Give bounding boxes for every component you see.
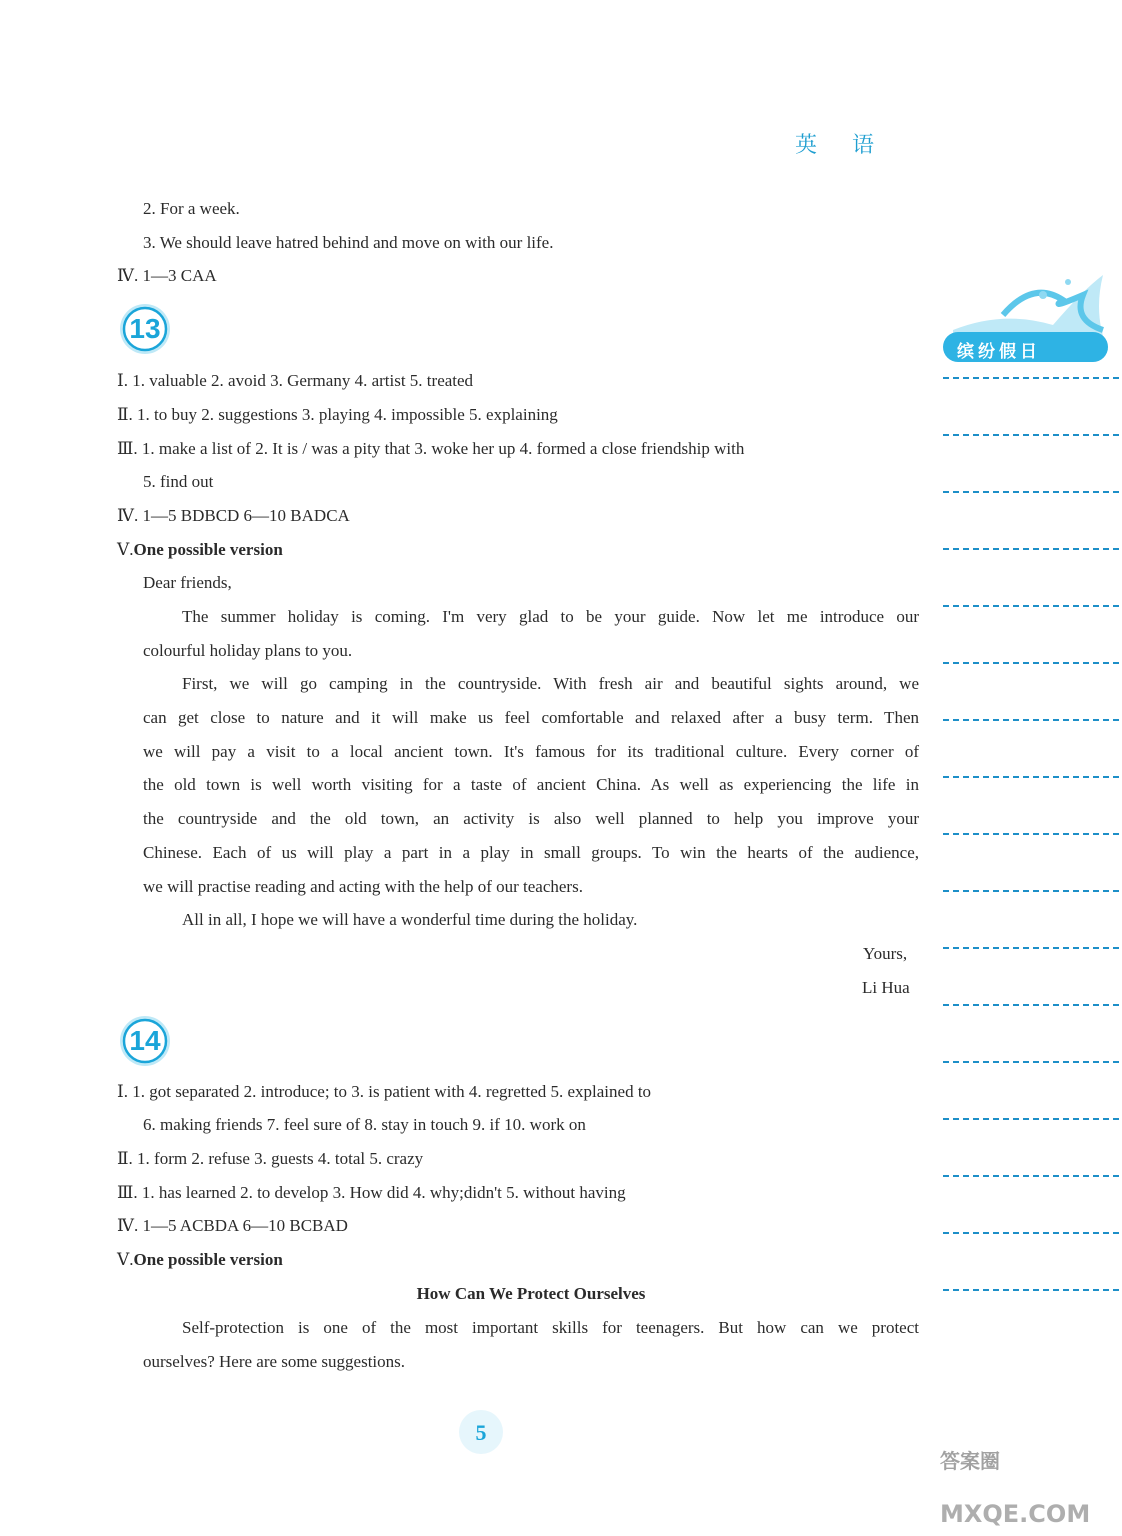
letter-greeting: Dear friends,	[143, 573, 232, 592]
section-v-heading	[117, 539, 283, 561]
answer-line: Ⅳ. 1—5 ACBDA 6—10 BCBAD	[117, 1216, 348, 1235]
answer-line: Ⅲ. 1. make a list of 2. It is / was a pity that 3. woke her up 4. formed a close friendship with	[117, 439, 745, 458]
letter-line: we will practise reading and acting with the help of our teachers.	[143, 877, 583, 896]
letter-line: can get close to nature and it will make us feel comfortable and relaxed after a busy term. Then	[143, 708, 919, 727]
answer-line: Ⅱ. 1. to buy 2. suggestions 3. playing 4. impossible 5. explaining	[117, 405, 558, 424]
subject-title: 英 语	[795, 133, 888, 158]
note-line	[943, 1118, 1119, 1120]
section-label: One possible version	[133, 1250, 283, 1269]
answer-line: 3. We should leave hatred behind and move on with our life.	[143, 233, 554, 252]
unit-13-badge	[119, 303, 171, 355]
letter-signature: Li Hua	[862, 978, 910, 997]
letter-closing: Yours,	[863, 944, 908, 963]
section-label: One possible version	[133, 540, 283, 559]
note-line	[943, 1004, 1119, 1006]
essay-line: Self-protection is one of the most important skills for teenagers. But how can we protect	[182, 1318, 919, 1337]
note-line	[943, 605, 1119, 607]
note-line	[943, 491, 1119, 493]
note-line	[943, 719, 1119, 721]
answer-line: Ⅲ. 1. has learned 2. to develop 3. How did 4. why;didn't 5. without having	[117, 1183, 626, 1202]
unit-number: 14	[129, 1025, 161, 1056]
note-line	[943, 434, 1119, 436]
answer-line: 5. find out	[143, 472, 214, 491]
letter-line: we will pay a visit to a local ancient town. It's famous for its traditional culture. Every corner of	[143, 742, 919, 761]
watermark-url: MXQE.COM	[940, 1500, 1091, 1528]
watermark-logo: 答案圈	[940, 1449, 1000, 1473]
unit-number: 13	[129, 313, 161, 344]
essay-title: How Can We Protect Ourselves	[416, 1284, 646, 1303]
section-v-heading	[117, 1249, 283, 1271]
note-line	[943, 947, 1119, 949]
section-numeral: Ⅴ.	[117, 1250, 134, 1269]
letter-line: First, we will go camping in the countryside. With fresh air and beautiful sights around, we	[182, 674, 919, 693]
note-line	[943, 1061, 1119, 1063]
note-line	[943, 890, 1119, 892]
essay-line: ourselves? Here are some suggestions.	[143, 1352, 406, 1371]
note-line	[943, 1232, 1119, 1234]
note-line	[943, 1175, 1119, 1177]
note-line	[943, 662, 1119, 664]
letter-line: the old town is well worth visiting for a taste of ancient China. As well as experiencing the life in	[143, 775, 919, 794]
answer-line: Ⅱ. 1. form 2. refuse 3. guests 4. total 5. crazy	[117, 1149, 424, 1168]
answer-line: Ⅳ. 1—5 BDBCD 6—10 BADCA	[117, 506, 350, 525]
answer-line: Ⅰ. 1. got separated 2. introduce; to 3. is patient with 4. regretted 5. explained to	[117, 1082, 652, 1101]
letter-line: colourful holiday plans to you.	[143, 641, 353, 660]
answer-line: 6. making friends 7. feel sure of 8. stay in touch 9. if 10. work on	[143, 1115, 586, 1134]
note-line	[943, 833, 1119, 835]
note-line	[943, 776, 1119, 778]
answer-line: Ⅰ. 1. valuable 2. avoid 3. Germany 4. artist 5. treated	[117, 371, 474, 390]
note-line	[943, 548, 1119, 550]
answer-line: Ⅳ. 1—3 CAA	[117, 266, 217, 285]
note-line	[943, 377, 1119, 379]
letter-line: All in all, I hope we will have a wonderful time during the holiday.	[182, 910, 638, 929]
banner-label: 缤纷假日	[957, 342, 1041, 362]
letter-line: The summer holiday is coming. I'm very glad to be your guide. Now let me introduce our	[182, 607, 919, 626]
letter-line: Chinese. Each of us will play a part in a play in small groups. To win the hearts of the audience,	[143, 843, 919, 862]
page-number: 5	[475, 1420, 487, 1445]
section-numeral: Ⅴ.	[117, 540, 134, 559]
unit-14-badge	[119, 1015, 171, 1067]
answer-line: 2. For a week.	[143, 199, 240, 218]
letter-line: the countryside and the old town, an activity is also well planned to help you improve your	[143, 809, 919, 828]
